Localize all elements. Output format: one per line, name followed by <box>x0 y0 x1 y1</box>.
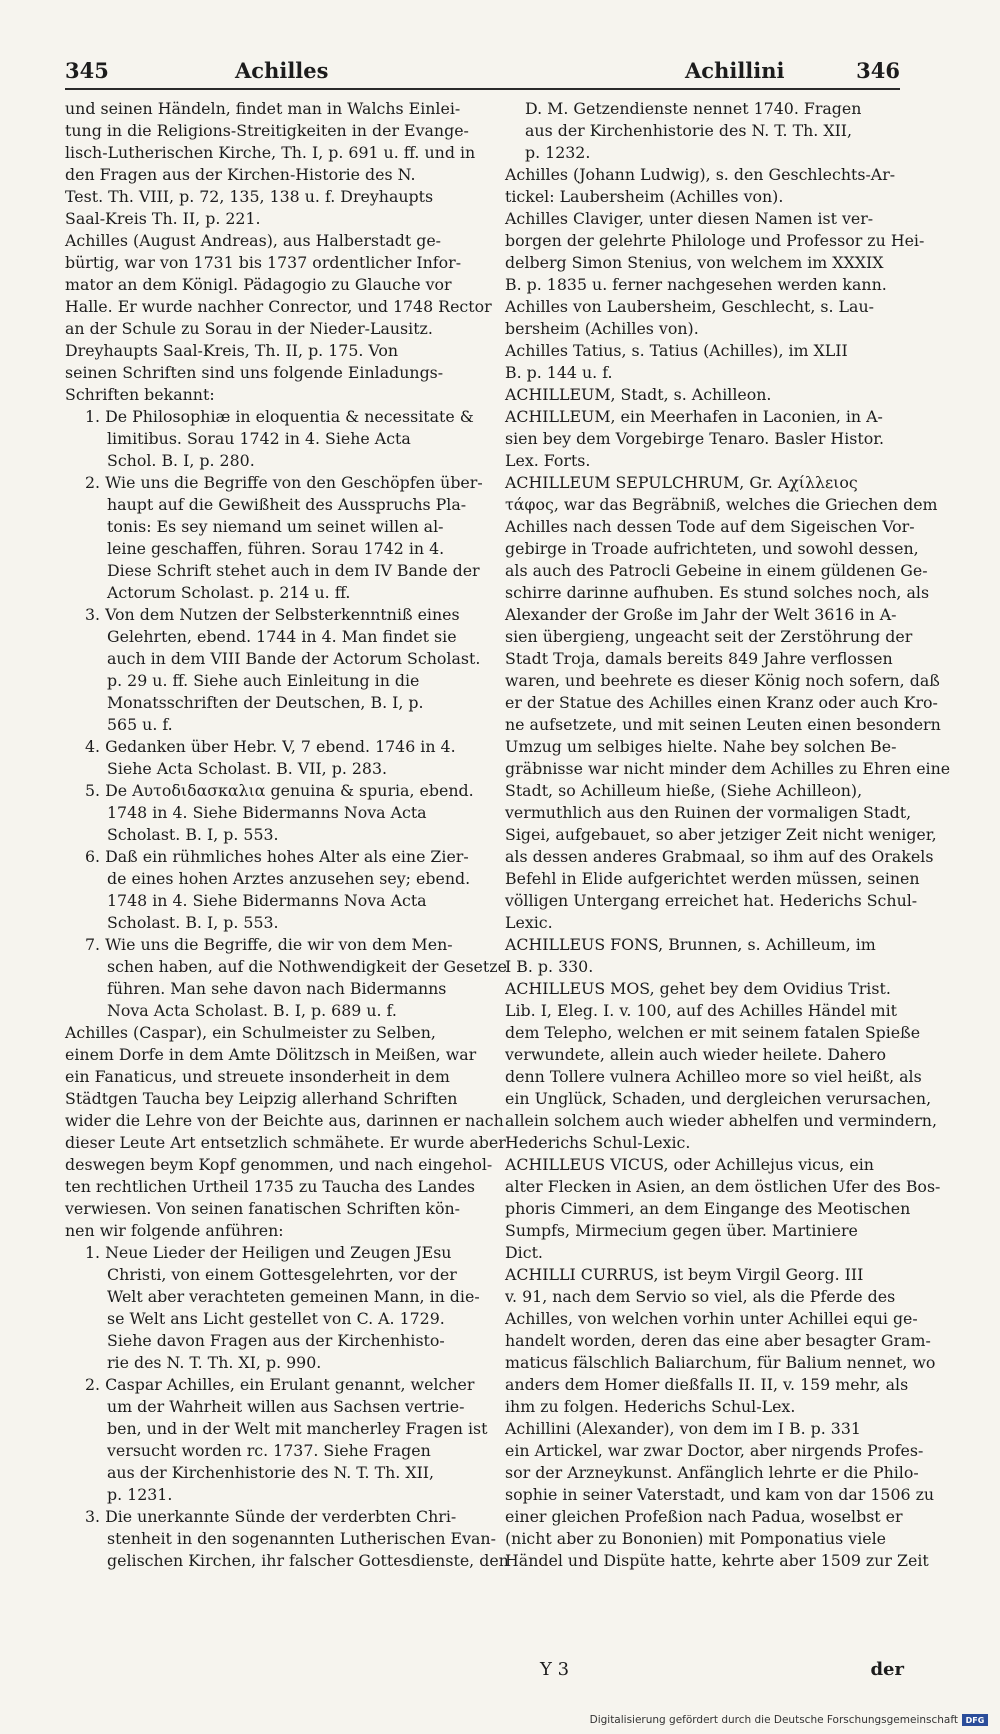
text-line: Gelehrten, ebend. 1744 in 4. Man findet sie <box>107 627 457 646</box>
text-line: 1. De Philosophiæ in eloquentia & necessitate & <box>85 407 474 426</box>
text-line: einer gleichen Profeßion nach Padua, woselbst er <box>505 1507 903 1526</box>
catchword: der <box>870 1659 904 1680</box>
text-line: Dreyhaupts Saal-Kreis, Th. II, p. 175. Von <box>65 341 399 360</box>
text-line: sor der Arzneykunst. Anfänglich lehrte er die Philo- <box>505 1463 919 1482</box>
left-column <box>65 98 509 1572</box>
header-keyword-left: Achilles <box>235 58 329 83</box>
text-line: dieser Leute Art entsetzlich schmähete. Er wurde aber <box>65 1133 506 1152</box>
text-line: 7. Wie uns die Begriffe, die wir von dem Men- <box>85 935 453 954</box>
text-line: Lib. I, Eleg. I. v. 100, auf des Achilles Händel mit <box>505 1001 898 1020</box>
text-line: vermuthlich aus den Ruinen der vormaligen Stadt, <box>505 803 912 822</box>
text-line: Saal-Kreis Th. II, p. 221. <box>65 209 261 228</box>
text-line: Test. Th. VIII, p. 72, 135, 138 u. f. Dreyhaupts <box>65 187 434 206</box>
text-line: 3. Von dem Nutzen der Selbsterkenntniß eines <box>85 605 460 624</box>
text-line: anders dem Homer dießfalls II. II, v. 159 mehr, als <box>505 1375 909 1394</box>
text-line: ACHILLEUS FONS, Brunnen, s. Achilleum, im <box>505 935 876 954</box>
text-line: Stadt, so Achilleum hieße, (Siehe Achilleon), <box>505 781 863 800</box>
dfg-logo: DFG <box>962 1714 988 1726</box>
text-line: schen haben, auf die Nothwendigkeit der Gesetze <box>107 957 507 976</box>
text-line: Achilles (August Andreas), aus Halberstadt ge- <box>65 231 442 250</box>
text-line: auch in dem VIII Bande der Actorum Scholast. <box>107 649 481 668</box>
text-line: v. 91, nach dem Servio so viel, als die Pferde des <box>505 1287 896 1306</box>
text-line: er der Statue des Achilles einen Kranz oder auch Kro- <box>505 693 938 712</box>
text-line: Diese Schrift stehet auch in dem IV Bande der <box>107 561 480 580</box>
text-line: ACHILLEUS MOS, gehet bey dem Ovidius Trist. <box>505 979 891 998</box>
text-line: D. M. Getzendienste nennet 1740. Fragen <box>525 99 862 118</box>
text-line: als auch des Patrocli Gebeine in einem güldenen Ge- <box>505 561 928 580</box>
text-line: gebirge in Troade aufrichteten, und sowohl dessen, <box>505 539 919 558</box>
text-line: B. p. 1835 u. ferner nachgesehen werden kann. <box>505 275 887 294</box>
text-line: Händel und Dispüte hatte, kehrte aber 1509 zur Zeit <box>505 1551 929 1570</box>
text-line: τάφος, war das Begräbniß, welches die Griechen dem <box>505 495 938 514</box>
text-line: leine geschaffen, führen. Sorau 1742 in 4. <box>107 539 445 558</box>
text-line: p. 1232. <box>525 143 591 162</box>
text-line: Befehl in Elide aufgerichtet werden müssen, seinen <box>505 869 920 888</box>
text-line: ACHILLEUM, Stadt, s. Achilleon. <box>505 385 772 404</box>
text-line: ACHILLEUM, ein Meerhafen in Laconien, in A- <box>505 407 883 426</box>
text-line: sien bey dem Vorgebirge Tenaro. Basler Histor. <box>505 429 885 448</box>
text-line: handelt worden, deren das eine aber besagter Gram- <box>505 1331 931 1350</box>
credit-text: Digitalisierung gefördert durch die Deutsche Forschungsgemeinschaft <box>589 1714 958 1726</box>
text-line: Nova Acta Scholast. B. I, p. 689 u. f. <box>107 1001 397 1020</box>
text-line: ihm zu folgen. Hederichs Schul-Lex. <box>505 1397 796 1416</box>
text-line: Achilles (Caspar), ein Schulmeister zu Selben, <box>65 1023 436 1042</box>
text-line: limitibus. Sorau 1742 in 4. Siehe Acta <box>107 429 411 448</box>
text-line: I B. p. 330. <box>505 957 594 976</box>
text-line: ben, und in der Welt mit mancherley Fragen ist <box>107 1419 488 1438</box>
text-line: verwundete, allein auch wieder heilete. Dahero <box>505 1045 886 1064</box>
text-line: borgen der gelehrte Philologe und Professor zu Hei- <box>505 231 925 250</box>
text-line: Achillini (Alexander), von dem im I B. p. 331 <box>505 1419 861 1438</box>
text-line: tung in die Religions-Streitigkeiten in der Evange- <box>65 121 469 140</box>
text-line: Schol. B. I, p. 280. <box>107 451 255 470</box>
text-line: Achilles nach dessen Tode auf dem Sigeischen Vor- <box>505 517 915 536</box>
text-line: alter Flecken in Asien, an dem östlichen Ufer des Bos- <box>505 1177 941 1196</box>
text-line: mator an dem Königl. Pädagogio zu Glauche vor <box>65 275 452 294</box>
text-line: allein solchem auch wieder abhelfen und vermindern, <box>505 1111 937 1130</box>
text-line: ten rechtlichen Urtheil 1735 zu Taucha des Landes <box>65 1177 476 1196</box>
text-line: B. p. 144 u. f. <box>505 363 613 382</box>
text-line: Achilles von Laubersheim, Geschlecht, s. Lau- <box>505 297 874 316</box>
text-line: versucht worden rc. 1737. Siehe Fragen <box>107 1441 431 1460</box>
text-line: stenheit in den sogenannten Lutherischen Evan- <box>107 1529 496 1548</box>
text-line: ACHILLEUM SEPULCHRUM, Gr. Αχίλλειος <box>505 473 858 492</box>
text-line: führen. Man sehe davon nach Bidermanns <box>107 979 447 998</box>
text-line: nen wir folgende anführen: <box>65 1221 284 1240</box>
text-line: ACHILLI CURRUS, ist beym Virgil Georg. III <box>505 1265 864 1284</box>
text-line: den Fragen aus der Kirchen-Historie des N. <box>65 165 416 184</box>
page-number-left: 345 <box>65 58 109 83</box>
text-line: Städtgen Taucha bey Leipzig allerhand Schriften <box>65 1089 458 1108</box>
text-line: wider die Lehre von der Beichte aus, darinnen er nach <box>65 1111 504 1130</box>
text-line: Hederichs Schul-Lexic. <box>505 1133 691 1152</box>
signature-mark: Y 3 <box>540 1659 570 1680</box>
text-line: verwiesen. Von seinen fanatischen Schriften kön- <box>65 1199 461 1218</box>
text-line: Schriften bekannt: <box>65 385 215 404</box>
text-line: lisch-Lutherischen Kirche, Th. I, p. 691 u. ff. und in <box>65 143 476 162</box>
text-line: waren, und beehrete es dieser König noch sofern, daß <box>505 671 940 690</box>
text-line: 565 u. f. <box>107 715 173 734</box>
text-line: Achilles (Johann Ludwig), s. den Geschlechts-Ar- <box>505 165 896 184</box>
text-line: tickel: Laubersheim (Achilles von). <box>505 187 784 206</box>
text-line: Stadt Troja, damals bereits 849 Jahre verflossen <box>505 649 893 668</box>
text-line: ein Artickel, war zwar Doctor, aber nirgends Profes- <box>505 1441 924 1460</box>
text-line: Lexic. <box>505 913 553 932</box>
text-line: deswegen beym Kopf genommen, und nach eingehol- <box>65 1155 493 1174</box>
text-line: 2. Wie uns die Begriffe von den Geschöpfen über- <box>85 473 483 492</box>
text-line: bersheim (Achilles von). <box>505 319 699 338</box>
text-line: aus der Kirchenhistorie des N. T. Th. XII, <box>525 121 853 140</box>
text-line: 6. Daß ein rühmliches hohes Alter als eine Zier- <box>85 847 469 866</box>
text-line: denn Tollere vulnera Achilleo more so viel heißt, als <box>505 1067 922 1086</box>
text-line: gräbnisse war nicht minder dem Achilles zu Ehren eine <box>505 759 951 778</box>
text-line: Siehe Acta Scholast. B. VII, p. 283. <box>107 759 388 778</box>
text-line: se Welt ans Licht gestellet von C. A. 1729. <box>107 1309 445 1328</box>
text-line: dem Telepho, welchen er mit seinem fatalen Spieße <box>505 1023 921 1042</box>
text-line: 1. Neue Lieder der Heiligen und Zeugen JEsu <box>85 1243 452 1262</box>
text-line: seinen Schriften sind uns folgende Einladungs- <box>65 363 444 382</box>
text-line: Achilles Tatius, s. Tatius (Achilles), im XLII <box>505 341 848 360</box>
text-line: rie des N. T. Th. XI, p. 990. <box>107 1353 322 1372</box>
text-line: ein Fanaticus, und streuete insonderheit in dem <box>65 1067 450 1086</box>
text-line: phoris Cimmeri, an dem Eingange des Meotischen <box>505 1199 911 1218</box>
text-line: de eines hohen Arztes anzusehen sey; ebend. <box>107 869 471 888</box>
text-line: Sigei, aufgebauet, so aber jetziger Zeit nicht weniger, <box>505 825 937 844</box>
text-line: sien übergieng, ungeacht seit der Zerstöhrung der <box>505 627 913 646</box>
text-line: haupt auf die Gewißheit des Ausspruchs Pla- <box>107 495 467 514</box>
text-line: ein Unglück, Schaden, und dergleichen verursachen, <box>505 1089 932 1108</box>
text-line: 2. Caspar Achilles, ein Erulant genannt, welcher <box>85 1375 475 1394</box>
running-header <box>65 58 900 88</box>
text-line: aus der Kirchenhistorie des N. T. Th. XII, <box>107 1463 435 1482</box>
text-line: p. 1231. <box>107 1485 173 1504</box>
text-line: um der Wahrheit willen aus Sachsen vertrie- <box>107 1397 465 1416</box>
text-line: p. 29 u. ff. Siehe auch Einleitung in die <box>107 671 420 690</box>
text-line: Scholast. B. I, p. 553. <box>107 913 279 932</box>
digitization-credit <box>590 1714 988 1726</box>
text-line: sophie in seiner Vaterstadt, und kam von dar 1506 zu <box>505 1485 935 1504</box>
text-line: Actorum Scholast. p. 214 u. ff. <box>107 583 351 602</box>
text-line: 1748 in 4. Siehe Bidermanns Nova Acta <box>107 891 427 910</box>
text-line: als dessen anderes Grabmaal, so ihm auf des Orakels <box>505 847 934 866</box>
text-line: 3. Die unerkannte Sünde der verderbten Chri- <box>85 1507 457 1526</box>
text-line: 5. De Αυτοδιδασκαλια genuina & spuria, ebend. <box>85 781 474 800</box>
text-line: einem Dorfe in dem Amte Dölitzsch in Meißen, war <box>65 1045 477 1064</box>
page-number-right: 346 <box>856 58 900 83</box>
text-line: ACHILLEUS VICUS, oder Achillejus vicus, ein <box>505 1155 874 1174</box>
text-line: bürtig, war von 1731 bis 1737 ordentlicher Infor- <box>65 253 462 272</box>
text-line: maticus fälschlich Baliarchum, für Balium nennet, wo <box>505 1353 936 1372</box>
text-line: Achilles, von welchen vorhin unter Achillei equi ge- <box>505 1309 918 1328</box>
text-line: Dict. <box>505 1243 543 1262</box>
text-line: an der Schule zu Sorau in der Nieder-Lausitz. <box>65 319 433 338</box>
text-line: Halle. Er wurde nachher Conrector, und 1748 Rector <box>65 297 492 316</box>
text-line: Lex. Forts. <box>505 451 591 470</box>
text-line: Monatsschriften der Deutschen, B. I, p. <box>107 693 424 712</box>
text-line: gelischen Kirchen, ihr falscher Gottesdienste, den <box>107 1551 509 1570</box>
text-line: Welt aber verachteten gemeinen Mann, in die- <box>107 1287 480 1306</box>
text-line: Umzug um selbiges hielte. Nahe bey solchen Be- <box>505 737 897 756</box>
right-column <box>505 98 951 1572</box>
header-keyword-right: Achillini <box>685 58 785 83</box>
text-line: 1748 in 4. Siehe Bidermanns Nova Acta <box>107 803 427 822</box>
text-line: Siehe davon Fragen aus der Kirchenhisto- <box>107 1331 445 1350</box>
text-line: tonis: Es sey niemand um seinet willen al- <box>107 517 444 536</box>
text-line: Achilles Claviger, unter diesen Namen ist ver- <box>505 209 874 228</box>
text-line: ne aufsetzete, und mit seinen Leuten einen besondern <box>505 715 941 734</box>
text-line: Alexander der Große im Jahr der Welt 3616 in A- <box>505 605 897 624</box>
text-line: Scholast. B. I, p. 553. <box>107 825 279 844</box>
text-line: völligen Untergang erreichet hat. Hederichs Schul- <box>505 891 918 910</box>
text-line: und seinen Händeln, findet man in Walchs Einlei- <box>65 99 461 118</box>
text-line: Sumpfs, Mirmecium gegen über. Martiniere <box>505 1221 858 1240</box>
text-line: (nicht aber zu Bononien) mit Pomponatius viele <box>505 1529 887 1548</box>
text-line: delberg Simon Stenius, von welchem im XXXIX <box>505 253 884 272</box>
text-line: 4. Gedanken über Hebr. V, 7 ebend. 1746 in 4. <box>85 737 456 756</box>
text-line: Christi, von einem Gottesgelehrten, vor der <box>107 1265 457 1284</box>
text-line: schirre darinne aufhuben. Es stund solches noch, als <box>505 583 930 602</box>
header-rule <box>65 88 900 90</box>
